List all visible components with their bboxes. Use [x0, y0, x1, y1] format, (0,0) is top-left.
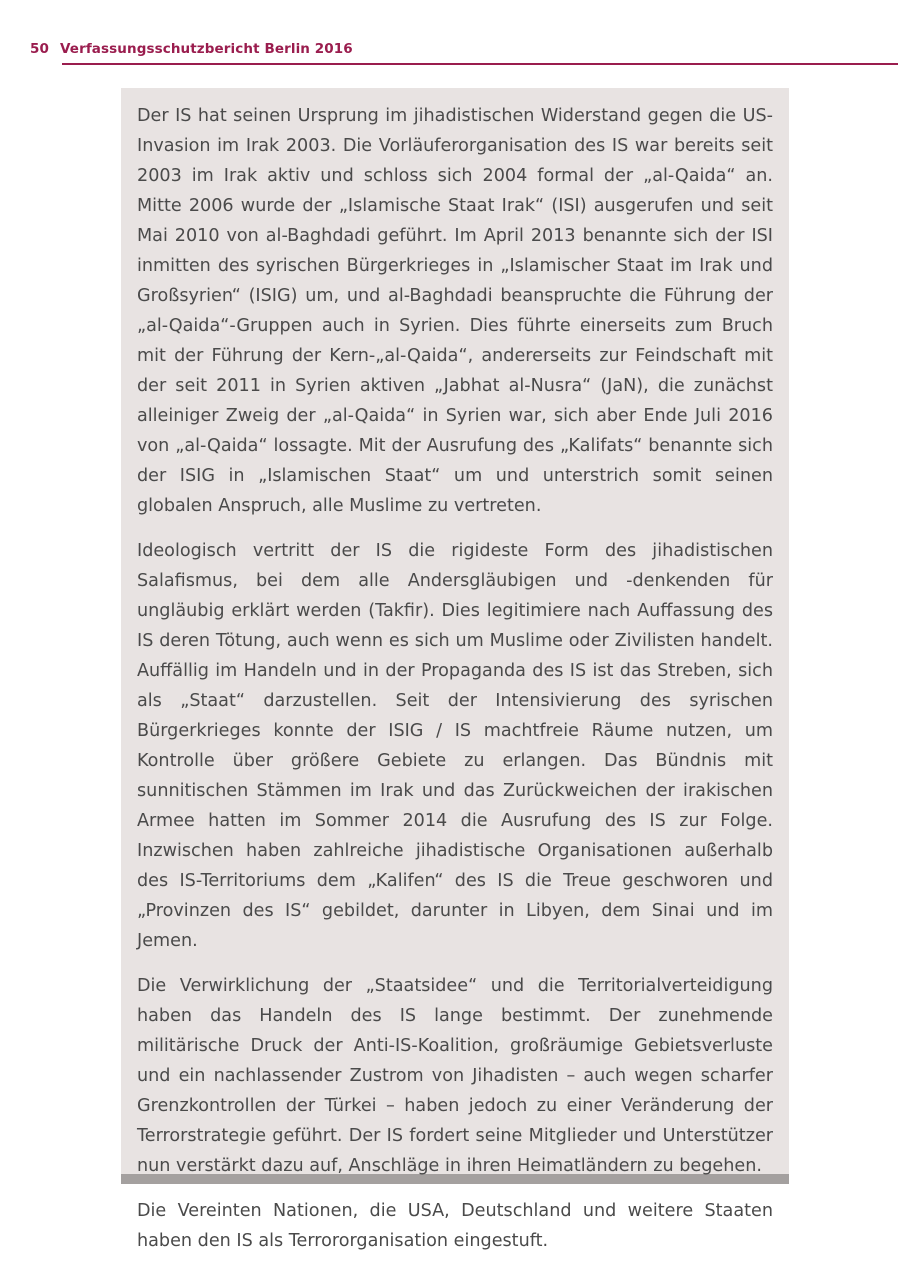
running-title: Verfassungsschutzbericht Berlin 2016	[60, 41, 353, 57]
paragraph-classification: Die Vereinten Nationen, die USA, Deutschland und weitere Staaten haben den IS als Terrororganisation eingestuft.	[137, 1201, 773, 1251]
info-box	[121, 88, 789, 1251]
page-number: 50	[30, 41, 49, 57]
paragraph-origin: Der IS hat seinen Ursprung im jihadistischen Widerstand gegen die US-Invasion im Irak 2003. Die Vorläuferorganisation des IS war bereits seit 2003 im Irak aktiv und schloss sich 2004 formal der „al-Qaida“ an. Mitte 2006 wurde der „Islamische Staat Irak“ (ISI) ausgerufen und seit Mai 2010 von al-Baghdadi geführt. Im April 2013 benannte sich der ISI inmitten des syrischen Bürgerkrieges in „Islamischer Staat im Irak und Großsyrien“ (ISIG) um, und al-Baghdadi beanspruchte die Führung der „al-Qaida“-Gruppen auch in Syrien. Dies führte einerseits zum Bruch mit der Führung der Kern-„al-Qaida“, andererseits zur Feindschaft mit der seit 2011 in Syrien aktiven „Jabhat al-Nusra“ (JaN), die zunächst alleiniger Zweig der „al-Qaida“ in Syrien war, sich aber Ende Juli 2016 von „al-Qaida“ lossagte. Mit der Ausrufung des „Kalifats“ benannte sich der ISIG in „Islamischen Staat“ um und unterstrich somit seinen globalen Anspruch, alle Muslime zu vertreten.	[137, 106, 773, 516]
info-box-text	[137, 101, 773, 1271]
header-rule	[62, 63, 898, 65]
page-header	[30, 41, 898, 65]
paragraph-ideology: Ideologisch vertritt der IS die rigideste Form des jihadistischen Salafismus, bei dem alle Andersgläubigen und -denkenden für ungläubig erklärt werden (Takfir). Dies legitimiere nach Auffassung des IS deren Tötung, auch wenn es sich um Muslime oder Zivilisten handelt. Auffällig im Handeln und in der Propaganda des IS ist das Streben, sich als „Staat“ darzustellen. Seit der Intensivierung des syrischen Bürgerkrieges konnte der ISIG / IS machtfreie Räume nutzen, um Kontrolle über größere Gebiete zu erlangen. Das Bündnis mit sunnitischen Stämmen im Irak und das Zurückweichen der irakischen Armee hatten im Sommer 2014 die Ausrufung des IS zur Folge. Inzwischen haben zahlreiche jihadistische Organisationen außerhalb des IS-Territoriums dem „Kalifen“ des IS die Treue geschworen und „Provinzen des IS“ gebildet, darunter in Libyen, dem Sinai und im Jemen.	[137, 541, 773, 951]
paragraph-strategy: Die Verwirklichung der „Staatsidee“ und die Territorialverteidigung haben das Handeln des IS lange bestimmt. Der zunehmende militärische Druck der Anti-IS-Koalition, großräumige Gebietsverluste und ein nachlassender Zustrom von Jihadisten – auch wegen scharfer Grenzkontrollen der Türkei – haben jedoch zu einer Veränderung der Terrorstrategie geführt. Der IS fordert seine Mitglieder und Unterstützer nun verstärkt dazu auf, Anschläge in ihren Heimatländern zu begehen.	[137, 976, 773, 1176]
